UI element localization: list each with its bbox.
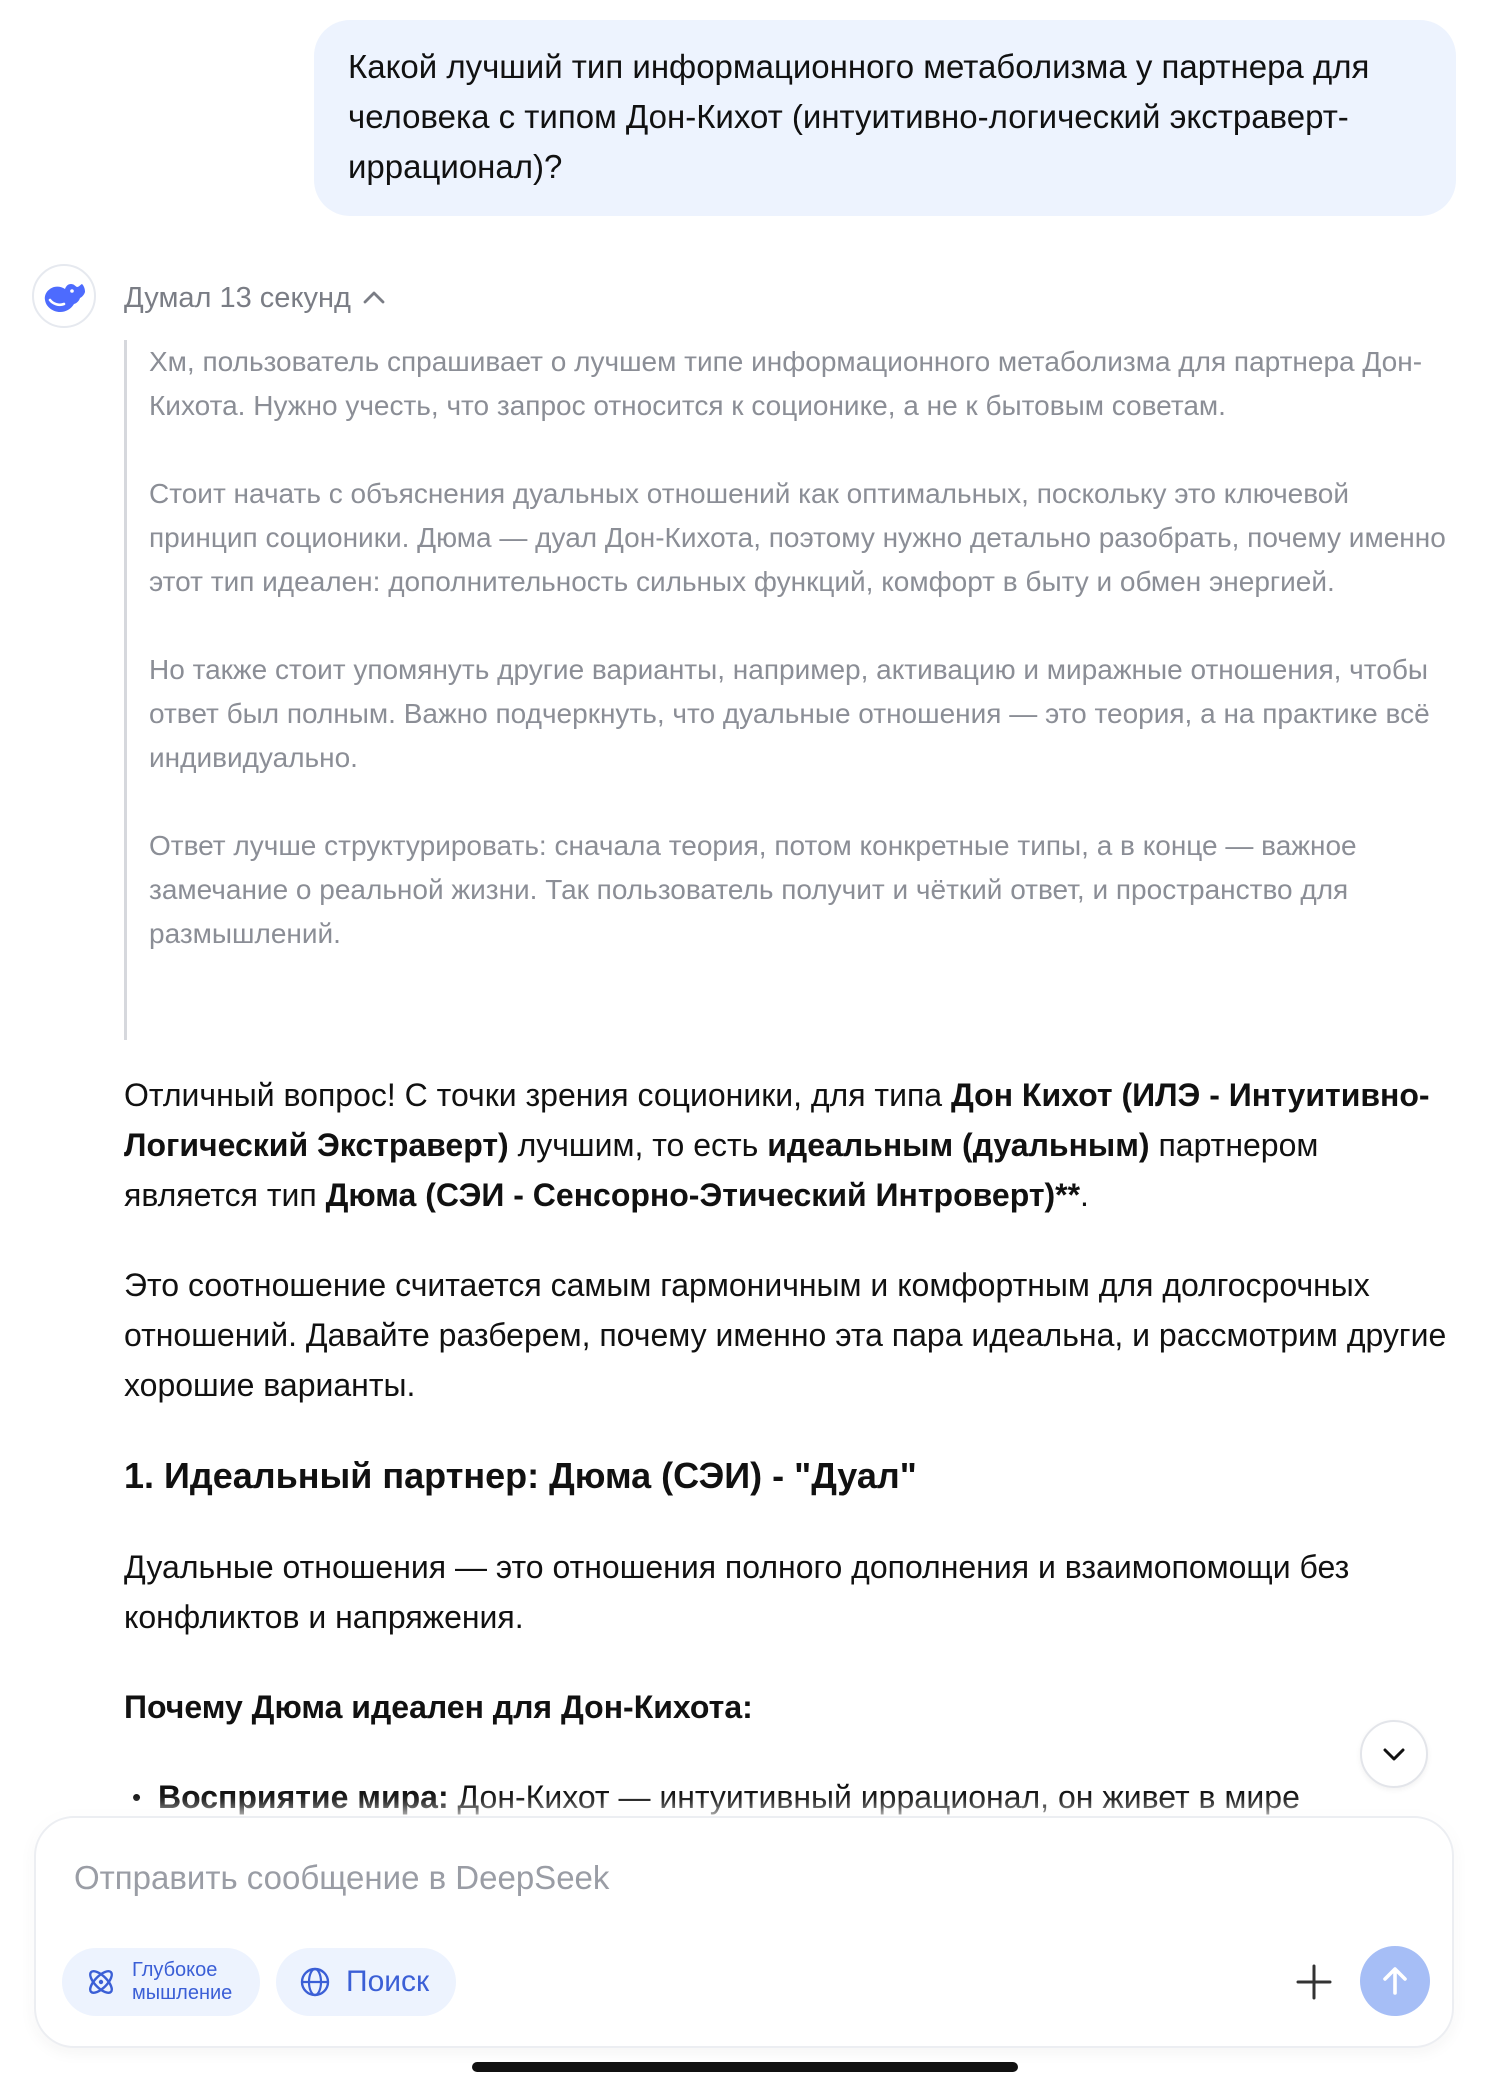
chevron-down-icon — [1379, 1739, 1409, 1769]
answer-bold: идеальным (дуальным) — [767, 1127, 1150, 1163]
plus-icon — [1294, 1962, 1334, 2002]
deepseek-whale-icon — [32, 264, 96, 328]
thought-paragraph: Стоит начать с объяснения дуальных отношений как оптимальных, поскольку это ключевой принцип соционики. Дюма — дуал Дон-Кихота, поэтому нужно детально разобрать, почему именно этот тип идеален: дополнительность сильных функций, комфорт в быту и обмен энергией. — [149, 478, 1446, 597]
globe-icon — [298, 1965, 332, 1999]
answer-paragraph: Это соотношение считается самым гармоничным и комфортным для долгосрочных отношений. Давайте разберем, почему именно эта пара идеальна, и рассмотрим другие хорошие варианты. — [124, 1267, 1447, 1403]
answer-text: Отличный вопрос! С точки зрения соционики, для типа — [124, 1077, 951, 1113]
answer-bullet-list — [128, 1772, 1454, 1822]
thought-paragraph: Но также стоит упомянуть другие варианты, например, активацию и миражные отношения, чтобы ответ был полным. Важно подчеркнуть, что дуальные отношения — это теория, а на практике всё индивидуально. — [149, 654, 1430, 773]
answer-text: партнером является тип — [124, 1127, 1319, 1213]
list-item — [128, 1772, 1454, 1822]
user-message-text: Какой лучший тип информационного метаболизма у партнера для человека с типом Дон-Кихот (интуитивно-логический экстраверт-иррационал)? — [348, 48, 1370, 185]
answer-text: . — [1080, 1177, 1089, 1213]
deep-thinking-label — [132, 1959, 232, 2005]
answer-bold: Дюма (СЭИ - Сенсорно-Этический Интроверт)** — [325, 1177, 1081, 1213]
answer-paragraph: Дуальные отношения — это отношения полного дополнения и взаимопомощи без конфликтов и напряжения. — [124, 1549, 1350, 1635]
answer-text: лучшим, то есть — [508, 1127, 768, 1163]
deep-thinking-line: Глубокое — [132, 1959, 218, 1981]
attach-button[interactable] — [1282, 1950, 1346, 2014]
send-button[interactable] — [1360, 1946, 1430, 2016]
thought-toggle-button[interactable] — [124, 274, 387, 322]
search-label: Поиск — [346, 1965, 430, 1998]
thought-toggle-label: Думал 13 секунд — [124, 281, 351, 314]
thought-content — [124, 340, 1454, 1040]
message-composer — [34, 1816, 1454, 2048]
deep-thinking-line: мышление — [132, 1982, 233, 2004]
thought-paragraph: Ответ лучше структурировать: сначала теория, потом конкретные типы, а в конце — важное замечание о реальной жизни. Так пользователь получит и чёткий ответ, и пространство для размышлений. — [149, 830, 1357, 949]
assistant-answer — [124, 1070, 1454, 1822]
arrow-up-icon — [1377, 1963, 1413, 1999]
deep-thinking-toggle[interactable] — [62, 1948, 260, 2016]
message-input[interactable] — [74, 1850, 1374, 1906]
bullet-bold: Восприятие мира: — [158, 1779, 449, 1815]
answer-bold: Дон Кихот (ИЛЭ - Интуитивно-Логический Экстраверт) — [124, 1077, 1430, 1163]
thought-paragraph: Хм, пользователь спрашивает о лучшем типе информационного метаболизма для партнера Дон-Кихота. Нужно учесть, что запрос относится к соционике, а не к бытовым советам. — [149, 346, 1423, 421]
user-message-bubble — [314, 20, 1456, 216]
home-indicator — [472, 2062, 1018, 2072]
atom-icon — [84, 1965, 118, 1999]
search-toggle[interactable] — [276, 1948, 456, 2016]
answer-heading: 1. Идеальный партнер: Дюма (СЭИ) - "Дуал" — [124, 1455, 917, 1496]
scroll-down-button[interactable] — [1360, 1720, 1428, 1788]
answer-paragraph-intro — [124, 1070, 1454, 1220]
answer-subheading: Почему Дюма идеален для Дон-Кихота: — [124, 1689, 753, 1725]
chevron-up-icon — [361, 285, 387, 311]
bullet-text: Дон-Кихот — интуитивный иррационал, он живет в мире — [448, 1779, 1300, 1815]
